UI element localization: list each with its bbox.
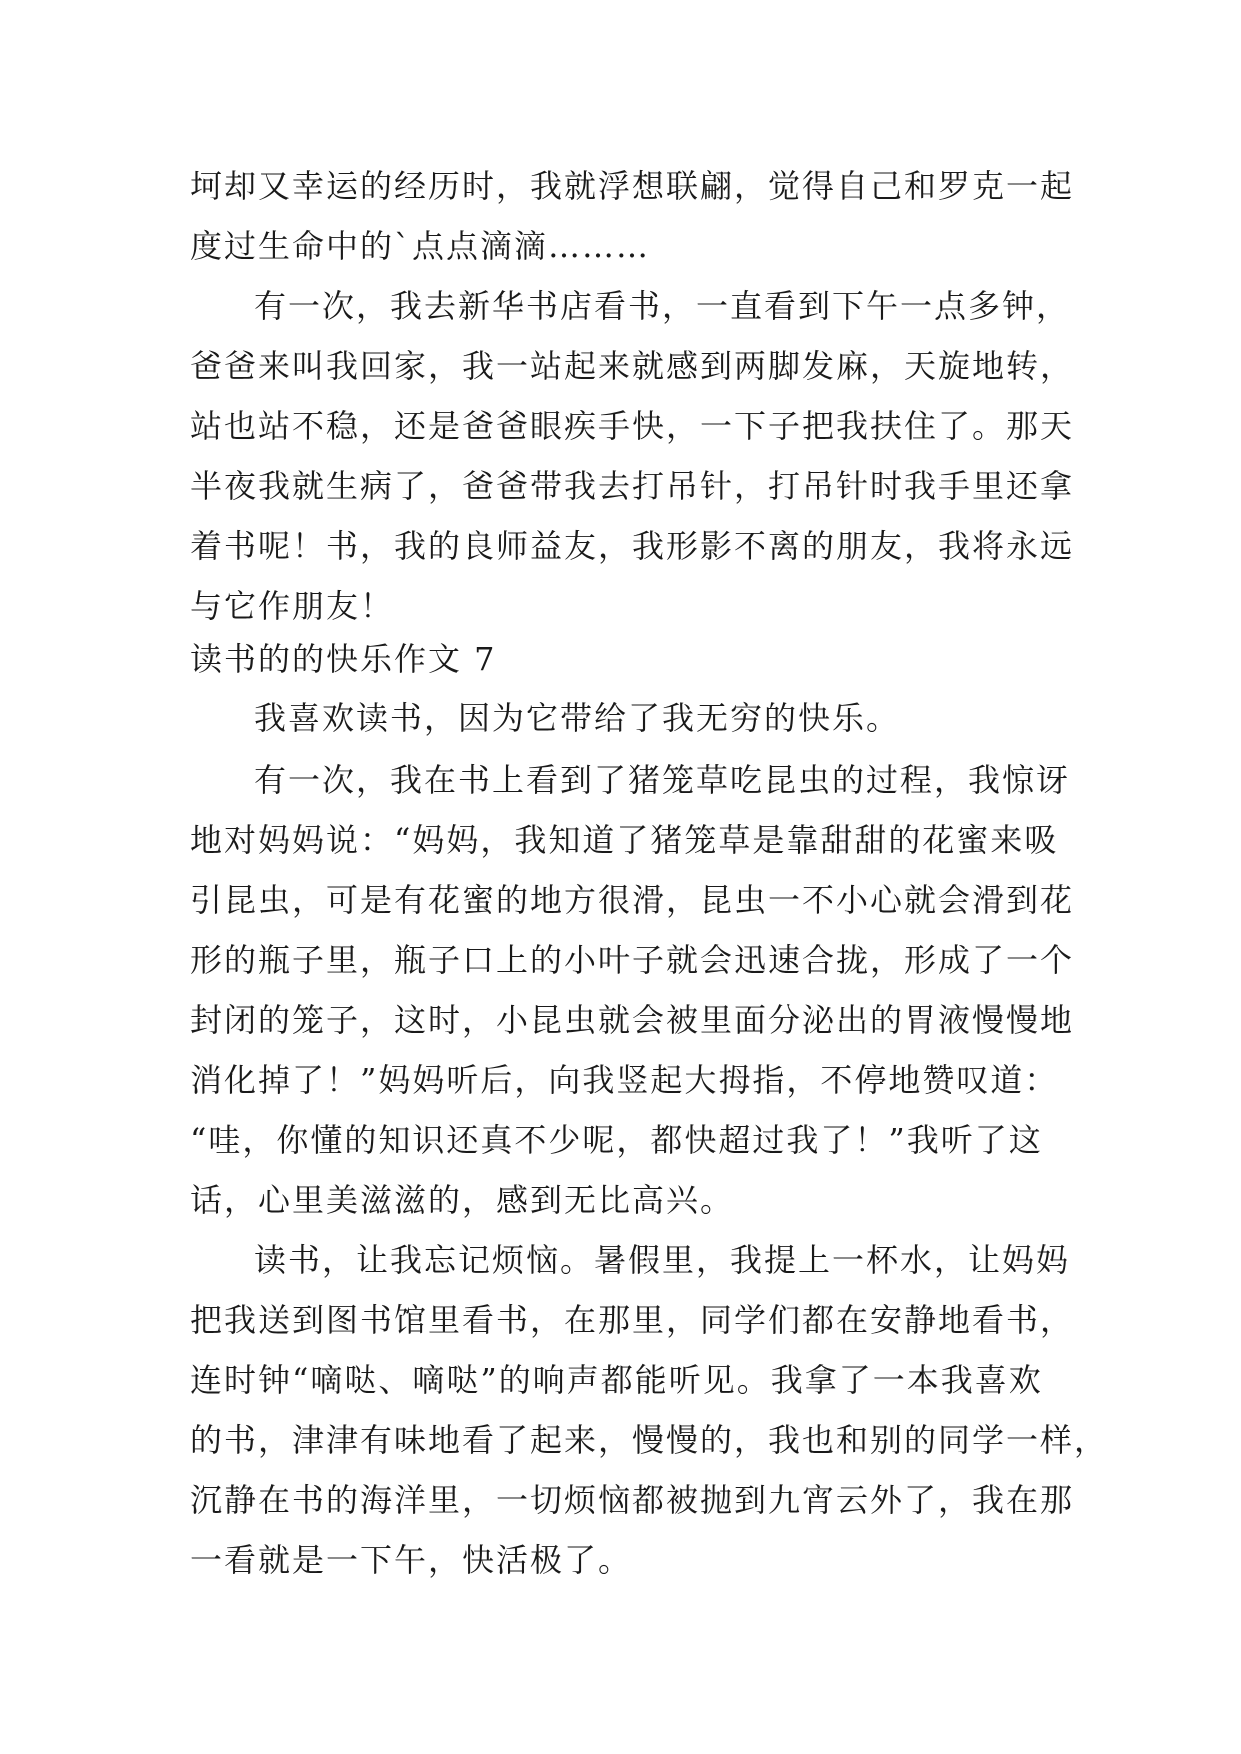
text-line-20: 把我送到图书馆里看书，在那里，同学们都在安静地看书，	[190, 1301, 1075, 1339]
text-line-5: 站也站不稳，还是爸爸眼疾手快，一下子把我扶住了。那天	[190, 407, 1075, 445]
text-line-8: 与它作朋友！	[190, 587, 395, 625]
text-line-23: 沉静在书的海洋里，一切烦恼都被抛到九宵云外了，我在那	[190, 1481, 1075, 1519]
text-line-2: 度过生命中的`点点滴滴………	[190, 227, 651, 265]
paragraph-start-line: 有一次，我在书上看到了猪笼草吃昆虫的过程，我惊讶	[254, 761, 1071, 799]
text-line-22: 的书，津津有味地看了起来，慢慢的，我也和别的同学一样，	[190, 1421, 1109, 1459]
text-line-17: “哇，你懂的知识还真不少呢，都快超过我了！”我听了这	[190, 1121, 1043, 1159]
text-line-16: 消化掉了！”妈妈听后，向我竖起大拇指，不停地赞叹道：	[190, 1061, 1059, 1099]
text-line-4: 爸爸来叫我回家，我一站起来就感到两脚发麻，天旋地转，	[190, 347, 1075, 385]
text-line-6: 半夜我就生病了，爸爸带我去打吊针，打吊针时我手里还拿	[190, 467, 1075, 505]
text-line-18: 话，心里美滋滋的，感到无比高兴。	[190, 1181, 735, 1219]
paragraph-start-line: 有一次，我去新华书店看书，一直看到下午一点多钟，	[254, 287, 1071, 325]
text-line-1: 坷却又幸运的经历时，我就浮想联翩，觉得自己和罗克一起	[190, 167, 1075, 205]
section-heading: 读书的的快乐作文 7	[190, 640, 497, 678]
text-line-12: 地对妈妈说：“妈妈，我知道了猪笼草是靠甜甜的花蜜来吸	[190, 821, 1059, 859]
text-line-13: 引昆虫，可是有花蜜的地方很滑，昆虫一不小心就会滑到花	[190, 881, 1075, 919]
text-line-15: 封闭的笼子，这时，小昆虫就会被里面分泌出的胃液慢慢地	[190, 1001, 1075, 1039]
text-line-21: 连时钟“嘀哒、嘀哒”的响声都能听见。我拿了一本我喜欢	[190, 1361, 1043, 1399]
text-line-24: 一看就是一下午，快活极了。	[190, 1541, 633, 1579]
text-line-14: 形的瓶子里，瓶子口上的小叶子就会迅速合拢，形成了一个	[190, 941, 1075, 979]
paragraph-start-line: 我喜欢读书，因为它带给了我无穷的快乐。	[254, 699, 901, 737]
paragraph-start-line: 读书，让我忘记烦恼。暑假里，我提上一杯水，让妈妈	[254, 1241, 1071, 1279]
text-line-7: 着书呢！书，我的良师益友，我形影不离的朋友，我将永远	[190, 527, 1075, 565]
